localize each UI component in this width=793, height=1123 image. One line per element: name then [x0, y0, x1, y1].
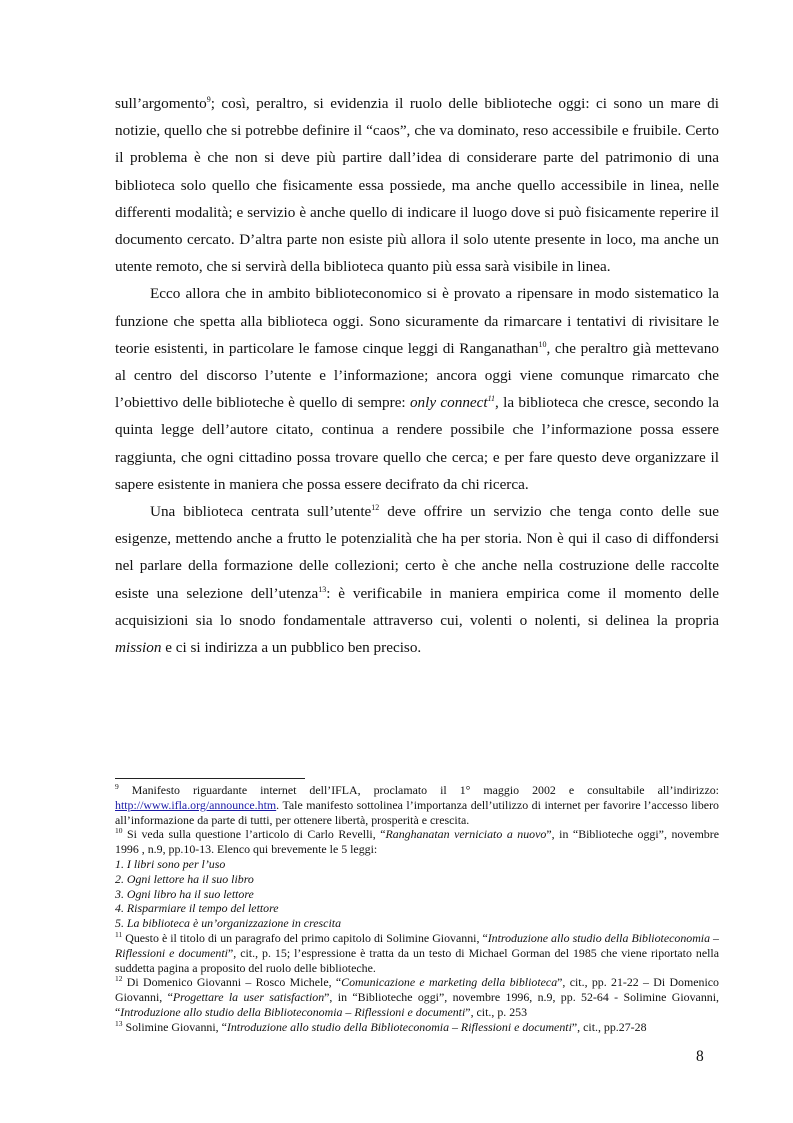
footnote-ref-10[interactable]: 10 [538, 339, 547, 349]
law-1 [115, 857, 719, 872]
text-run: sull’argomento [115, 95, 207, 112]
law-text: 3. Ogni libro ha il suo lettore [115, 886, 254, 901]
law-4 [115, 901, 719, 916]
footnote-title: Comunicazione e marketing della biblioteca [341, 975, 558, 990]
paragraph-2 [115, 280, 719, 498]
footnote-text: ”, cit., p. 15; l’espressione è tratta da un testo di Michael Gorman del 1985 che viene riportato nella suddetta pagina a proposito del ruolo delle biblioteche. [115, 945, 719, 975]
law-text: 4. Risparmiare il tempo del lettore [115, 901, 279, 916]
text-run: e ci si indirizza a un pubblico ben preciso. [161, 639, 422, 657]
text-run: Una biblioteca centrata sull’utente [150, 503, 372, 521]
footnote-title: Introduzione allo studio della Biblioteconomia – Riflessioni e documenti [226, 1019, 572, 1034]
footnote-text: Di Domenico Giovanni – Rosco Michele, “ [122, 975, 342, 990]
footnote-text: . Tale manifesto sottolinea l’importanza dell’utilizzo di internet per favorire l’accesso libero all’informazione da parte di tutti, per ottenere libertà, prosperità e crescita. [115, 797, 719, 827]
footnote-13 [115, 1020, 719, 1035]
footnote-ref-13[interactable]: 13 [318, 584, 327, 594]
law-text: 5. La biblioteca è un’organizzazione in crescita [115, 916, 342, 931]
main-text [115, 90, 719, 661]
footnote-text: ”, cit., pp. 21-22 – Di Domenico Giovanni, “ [115, 975, 720, 1005]
footnote-number: 10 [115, 826, 123, 836]
text-run: ; così, peraltro, si evidenzia il ruolo delle biblioteche oggi: ci sono un mare di notizie, quello che si potrebbe definire il “caos”, che va dominato, reso accessibile e fruibile. Certo il problema è che non si deve più partire dall’idea di considerare parte del patrimonio di una biblioteca solo quello che fisicamente essa possiede, ma anche quello accessibile in linea, nelle differenti modalità; e servizio è anche quello di indicare il luogo dove si può fisicamente reperire il documento cercato. D’altra parte non esiste più allora il solo utente presente in loco, ma anche un utente remoto, che si servirà della biblioteca quanto più essa sarà visibile in linea. [115, 95, 719, 276]
paragraph-3 [115, 498, 719, 661]
footnote-separator [115, 778, 305, 779]
footnote-12 [115, 975, 719, 1019]
law-2 [115, 872, 719, 887]
footnote-ref-12[interactable]: 12 [371, 502, 380, 512]
footnote-text: Si veda sulla questione l’articolo di Carlo Revelli, “ [122, 827, 386, 842]
footnote-10 [115, 827, 719, 857]
footnote-text: Manifesto riguardante internet dell’IFLA, proclamato il 1° maggio 2002 e consultabile all’indirizzo: [118, 783, 719, 797]
footnote-number: 9 [115, 782, 119, 792]
footnote-title: Ranghanatan verniciato a nuovo [385, 827, 547, 842]
text-run: , la biblioteca che cresce, secondo la quinta legge dell’autore citato, continua a rendere possibile che l’informazione possa essere raggiunta, che ogni cittadino possa trovare quello che cerca; e per fare questo deve organizzare il sapere esistente in maniera che possa essere decifrato da chi ricerca. [115, 394, 719, 493]
law-text: 1. I libri sono per l’uso [115, 856, 226, 871]
footnote-number: 12 [115, 974, 123, 984]
footnote-text: ”, cit., pp.27-28 [571, 1019, 647, 1034]
footnote-ref-9[interactable]: 9 [206, 94, 211, 104]
law-text: 2. Ogni lettore ha il suo libro [115, 871, 254, 886]
footnote-number: 13 [115, 1018, 123, 1028]
text-run: : è verificabile in maniera empirica come il momento delle acquisizioni sia lo snodo fondamentale attraverso cui, volenti o nolenti, si delinea la propria [115, 584, 719, 629]
footnote-text: ”, cit., p. 253 [465, 1004, 528, 1019]
footnote-text: ”, in “Biblioteche oggi”, novembre 1996 , n.9, pp.10-13. Elenco qui brevemente le 5 leggi: [115, 827, 719, 857]
emphasis-mission: mission [115, 639, 162, 657]
law-3 [115, 887, 719, 902]
text-run: deve offrire un servizio che tenga conto delle sue esigenze, mettendo anche a frutto le potenzialità che ha per storia. Non è qui il caso di diffondersi nel parlare della formazione delle collezioni; certo è che anche nella costruzione delle raccolte esiste una selezione dell’utenza [115, 503, 719, 602]
law-5 [115, 916, 719, 931]
page-number: 8 [696, 1048, 704, 1065]
footnote-number: 11 [115, 930, 123, 939]
footnote-ref-11[interactable]: 11 [487, 394, 496, 404]
paragraph-1 [115, 90, 719, 280]
footnote-11 [115, 931, 719, 975]
emphasis-only-connect: only connect [409, 394, 488, 412]
footnote-title: Progettare la user satisfaction [172, 990, 325, 1005]
footnote-title: Introduzione allo studio della Biblioteconomia – Riflessioni e documenti [115, 930, 720, 960]
text-run: , che peraltro già mettevano al centro del discorso l’utente e l’informazione; ancora oggi viene comunque rimarcato che l’obiettivo delle biblioteche è quello di sempre: [115, 339, 719, 412]
footnote-title: Introduzione allo studio della Biblioteconomia – Riflessioni e documenti [120, 1004, 466, 1019]
footnote-9 [115, 783, 719, 827]
footnote-text: Solimine Giovanni, “ [122, 1019, 227, 1034]
footnotes [115, 783, 719, 1035]
footnote-text: Questo è il titolo di un paragrafo del primo capitolo di Solimine Giovanni, “ [122, 930, 488, 945]
text-run: Ecco allora che in ambito biblioteconomico si è provato a ripensare in modo sistematico la funzione che spetta alla biblioteca oggi. Sono sicuramente da rimarcare i tentativi di rivisitare le teorie esistenti, in particolare le famose cinque leggi di Ranganathan [115, 285, 719, 357]
ifla-link[interactable]: http://www.ifla.org/announce.htm [115, 797, 277, 812]
footnote-text: ”, in “Biblioteche oggi”, novembre 1996, n.9, pp. 52-64 - Solimine Giovanni, “ [115, 990, 719, 1019]
